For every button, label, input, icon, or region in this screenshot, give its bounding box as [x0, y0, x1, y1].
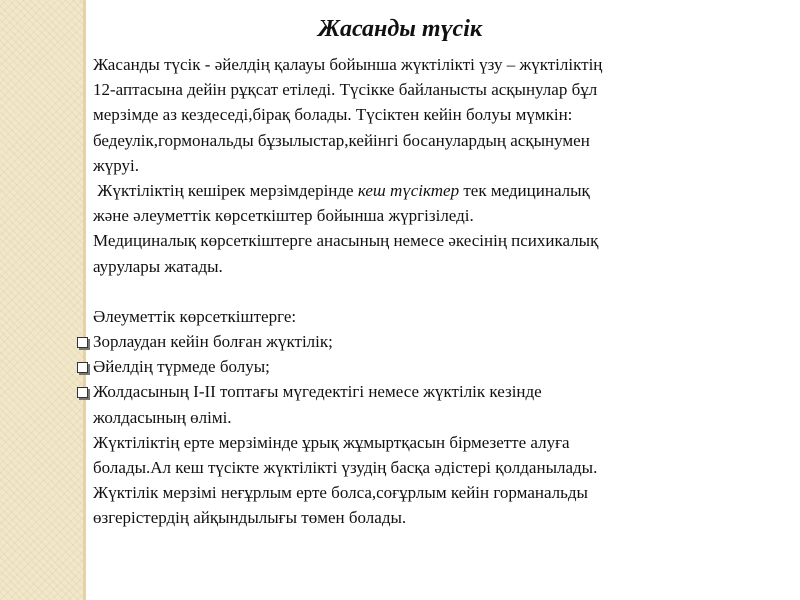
social-heading: Әлеуметтік көрсеткіштерге:: [93, 306, 297, 326]
paragraph-gap: [93, 279, 793, 304]
body-line: өзгерістердің айқындылығы төмен болады.: [93, 508, 407, 528]
slide-title: Жасанды түсік: [317, 16, 483, 42]
checkbox-bullet-icon: [77, 337, 88, 348]
bullet-item: [93, 379, 793, 404]
bullet-item: [93, 354, 793, 379]
bullet-text: Әйелдің түрмеде болуы;: [93, 357, 270, 377]
checkbox-bullet-icon: [77, 387, 88, 398]
bullet-item: [93, 329, 793, 354]
body-line: Жүктілік мерзімі неғұрлым ерте болса,соғұрлым кейін горманальды: [93, 483, 588, 503]
body-line: және әлеуметтік көрсеткіштер бойынша жүргізіледі.: [93, 206, 474, 226]
late-text-after: тек медициналық: [459, 180, 590, 200]
body-line: мерзімде аз кездеседі,бірақ болады. Түсіктен кейін болуы мүмкін:: [93, 105, 573, 125]
body-line: Медициналық көрсеткіштерге анасының немесе әкесінің психикалық: [93, 231, 599, 251]
body-line: болады.Ал кеш түсікте жүктілікті үзудің басқа әдістері қолданылады.: [93, 458, 598, 477]
late-text-before: Жүктіліктің кешірек мерзімдерінде: [93, 180, 358, 200]
body-line: аурулары жатады.: [93, 256, 223, 276]
body-line: 12-аптасына дейін рұқсат етіледі. Түсікке байланысты асқынулар бұл: [93, 80, 598, 100]
slide-body: [93, 52, 793, 531]
late-abortion-line: [93, 178, 793, 203]
body-line: жолдасының өлімі.: [93, 407, 232, 427]
bullet-text: Жолдасының І-ІІ топтағы мүгедектігі немесе жүктілік кезінде: [93, 382, 542, 402]
checkbox-bullet-icon: [77, 362, 88, 373]
body-line: Жасанды түсік - әйелдің қалауы бойынша жүктілікті үзу – жүктіліктің: [93, 55, 603, 74]
late-abortion-term: кеш түсіктер: [357, 180, 460, 200]
body-line: Жүктіліктің ерте мерзімінде ұрық жұмыртқасын бірмезетте алуға: [93, 432, 570, 452]
body-line: бедеулік,гормональды бұзылыстар,кейінгі босанулардың асқынумен: [93, 130, 590, 150]
body-line: жүруі.: [93, 155, 139, 175]
bullet-text: Зорлаудан кейін болған жүктілік;: [93, 332, 333, 352]
